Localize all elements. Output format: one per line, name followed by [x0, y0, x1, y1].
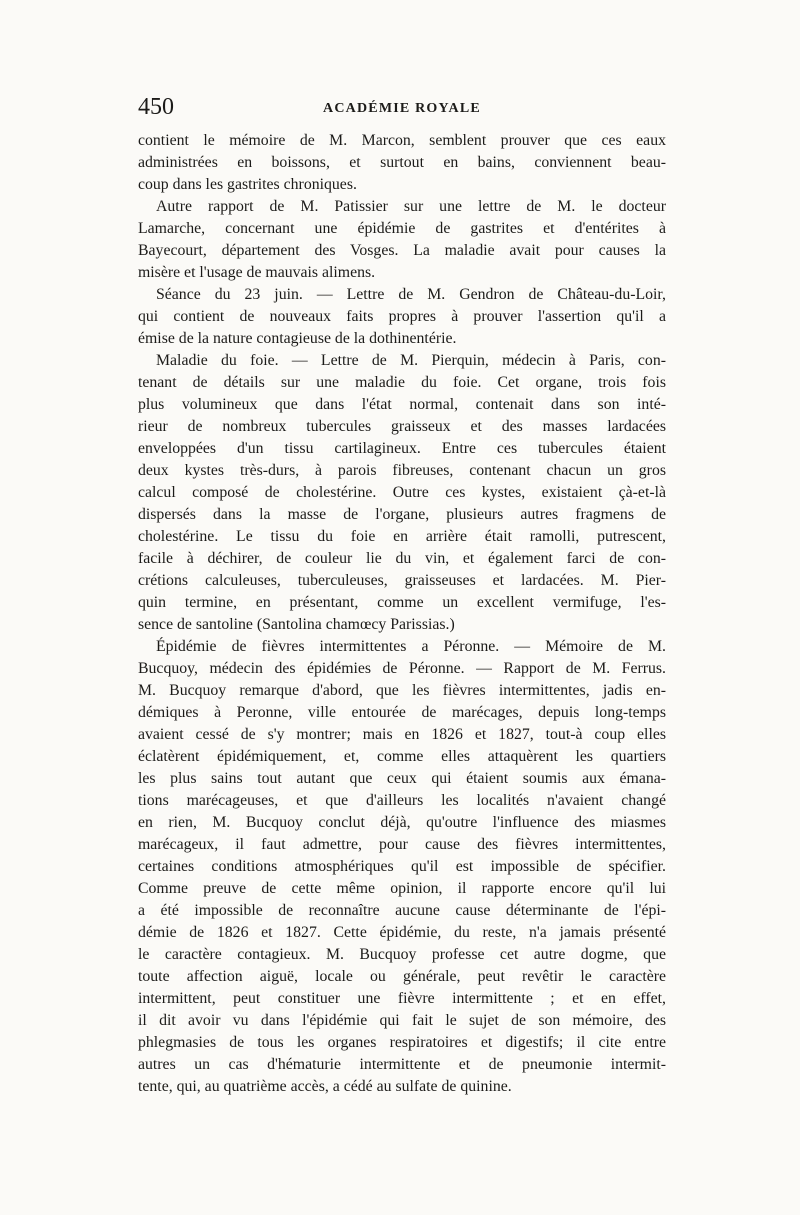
text-line: les plus sains tout autant que ceux qui étaient soumis aux émana-	[138, 770, 666, 787]
text-line: administrées en boissons, et surtout en bains, conviennent beau-	[138, 154, 666, 171]
body-text	[138, 130, 666, 1098]
text-line: rieur de nombreux tubercules graisseux et des masses lardacées	[138, 418, 666, 435]
text-line: éclatèrent épidémiquement, et, comme elles attaquèrent les quartiers	[138, 748, 666, 765]
text-line: certaines conditions atmosphériques qu'il est impossible de spécifier.	[138, 858, 666, 875]
text-line: quin termine, en présentant, comme un excellent vermifuge, l'es-	[138, 594, 666, 611]
text-line: M. Bucquoy remarque d'abord, que les fièvres intermittentes, jadis en-	[138, 682, 666, 699]
text-line: qui contient de nouveaux faits propres à prouver l'assertion qu'il a	[138, 308, 666, 325]
text-line: Séance du 23 juin. — Lettre de M. Gendron de Château-du-Loir,	[156, 286, 666, 303]
text-line: en rien, M. Bucquoy conclut déjà, qu'outre l'influence des miasmes	[138, 814, 666, 831]
text-line: le caractère contagieux. M. Bucquoy professe cet autre dogme, que	[138, 946, 666, 963]
text-line: cholestérine. Le tissu du foie en arrière était ramolli, putrescent,	[138, 528, 666, 545]
text-line: tenant de détails sur une maladie du foie. Cet organe, trois fois	[138, 374, 666, 391]
text-line: Bucquoy, médecin des épidémies de Péronne. — Rapport de M. Ferrus.	[138, 660, 666, 677]
text-line: dispersés dans la masse de l'organe, plusieurs autres fragmens de	[138, 506, 666, 523]
text-line: crétions calculeuses, tuberculeuses, graisseuses et lardacées. M. Pier-	[138, 572, 666, 589]
text-line: sence de santoline (Santolina chamœcy Parissias.)	[138, 616, 455, 633]
text-line: deux kystes très-durs, à parois fibreuses, contenant chacun un gros	[138, 462, 666, 479]
text-line: émise de la nature contagieuse de la dothinentérie.	[138, 330, 457, 347]
text-line: misère et l'usage de mauvais alimens.	[138, 264, 376, 281]
text-line: démiques à Peronne, ville entourée de marécages, depuis long-temps	[138, 704, 666, 721]
text-line: Bayecourt, département des Vosges. La maladie avait pour causes la	[138, 242, 666, 259]
text-line: enveloppées d'un tissu cartilagineux. Entre ces tubercules étaient	[138, 440, 666, 457]
text-line: a été impossible de reconnaître aucune cause déterminante de l'épi-	[138, 902, 666, 919]
running-head: ACADÉMIE ROYALE	[323, 101, 481, 116]
text-line: Comme preuve de cette même opinion, il rapporte encore qu'il lui	[138, 880, 666, 897]
text-line: facile à déchirer, de couleur lie du vin, et également farci de con-	[138, 550, 666, 567]
text-line: avaient cessé de s'y montrer; mais en 1826 et 1827, tout-à coup elles	[138, 726, 666, 743]
section-heading-line: Maladie du foie. — Lettre de M. Pierquin, médecin à Paris, con-	[156, 352, 666, 369]
text-line: toute affection aiguë, locale ou générale, peut revêtir le caractère	[138, 968, 666, 985]
text-line: plus volumineux que dans l'état normal, contenait dans son inté-	[138, 396, 666, 413]
text-line: tions marécageuses, et que d'ailleurs les localités n'avaient changé	[138, 792, 666, 809]
text-line: intermittent, peut constituer une fièvre intermittente ; et en effet,	[138, 990, 666, 1007]
text-line: contient le mémoire de M. Marcon, semblent prouver que ces eaux	[138, 132, 666, 149]
text-line: il dit avoir vu dans l'épidémie qui fait le sujet de son mémoire, des	[138, 1012, 666, 1029]
text-line: Autre rapport de M. Patissier sur une lettre de M. le docteur	[156, 198, 666, 215]
text-line: marécageux, il faut admettre, pour cause des fièvres intermittentes,	[138, 836, 666, 853]
text-line: coup dans les gastrites chroniques.	[138, 176, 357, 193]
page-number: 450	[138, 94, 174, 120]
text-line: démie de 1826 et 1827. Cette épidémie, du reste, n'a jamais présenté	[138, 924, 666, 941]
text-line: Lamarche, concernant une épidémie de gastrites et d'entérites à	[138, 220, 666, 237]
text-line: calcul composé de cholestérine. Outre ces kystes, existaient çà-et-là	[138, 484, 666, 501]
text-line: tente, qui, au quatrième accès, a cédé au sulfate de quinine.	[138, 1078, 512, 1095]
text-line: phlegmasies de tous les organes respiratoires et digestifs; il cite entre	[138, 1034, 666, 1051]
text-line: autres un cas d'hématurie intermittente et de pneumonie intermit-	[138, 1056, 666, 1073]
page-header	[138, 94, 666, 124]
section-heading-line: Épidémie de fièvres intermittentes a Péronne. — Mémoire de M.	[156, 638, 666, 655]
